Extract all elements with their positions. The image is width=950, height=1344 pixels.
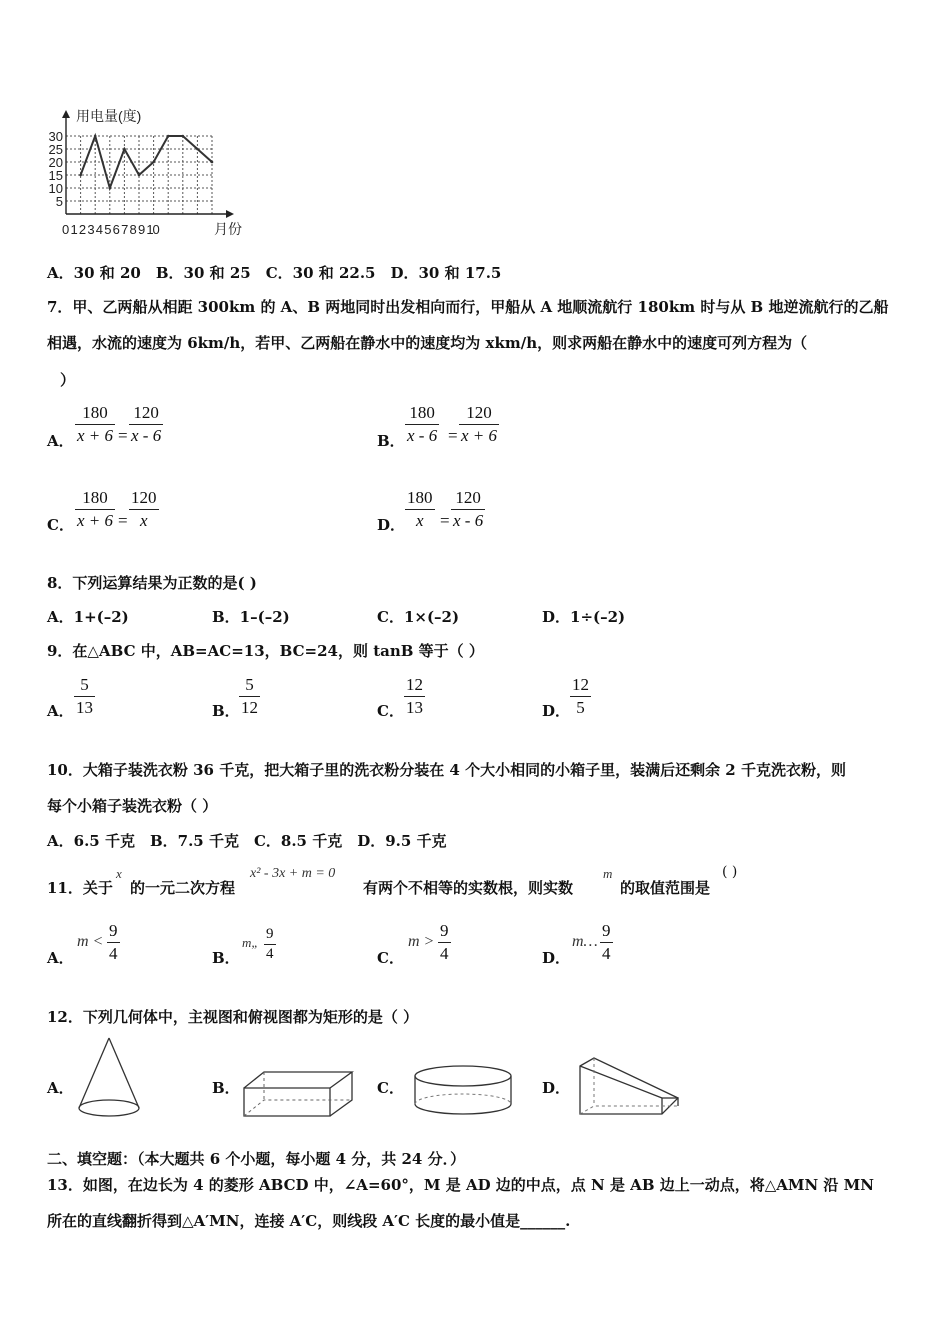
q7-c-equals: = [118, 511, 128, 530]
q9-a-frac: $\frac{5}{13}$ [76, 675, 93, 717]
q12-option-d-label[interactable]: D． [542, 1079, 571, 1097]
q11-stem-part3: 有两个不相等的实数根，则实数 [363, 879, 574, 897]
q12-option-c-label[interactable]: C． [377, 1079, 404, 1097]
q11-c-op: m > [408, 933, 435, 950]
q11-stem-part1: 11．关于 [47, 879, 113, 897]
chart-y-arrow [62, 110, 70, 118]
cylinder-figure [408, 1062, 518, 1122]
section2-title: 二、填空题：（本大题共 6 个小题，每小题 4 分，共 24 分．） [47, 1150, 466, 1168]
electricity-line-chart [40, 104, 260, 240]
q11-a-frac: $\frac{9}{4}$ [109, 921, 118, 963]
q12-option-a-label[interactable]: A． [47, 1079, 74, 1097]
q7-option-b-label[interactable]: B． [377, 432, 405, 450]
q11-a-op: m < [77, 933, 104, 950]
q11-var-x: x [116, 866, 122, 881]
q7-b-equals: = [448, 426, 458, 445]
q11-equation: x² - 3x + m = 0 [250, 866, 336, 881]
q7-b-frac1: $\frac{180}{x - 6}$ [407, 403, 438, 445]
q13-stem-line1: 13．如图，在边长为 4 的菱形 ABCD 中，∠A=60°，M 是 AD 边的中点，点 N 是 AB 边上一动点，将△AMN 沿 MN [47, 1176, 874, 1194]
q9-option-b-label[interactable]: B． [212, 702, 240, 720]
q11-option-b-label[interactable]: B． [212, 949, 240, 967]
q11-d-frac: $\frac{9}{4}$ [602, 921, 611, 963]
q13-stem-line2: 所在的直线翻折得到△A′MN，连接 A′C，则线段 A′C 长度的最小值是______. [47, 1212, 571, 1230]
q9-b-frac: $\frac{5}{12}$ [241, 675, 258, 717]
q11-option-d-label[interactable]: D． [542, 949, 571, 967]
q11-b-frac: $\frac{9}{4}$ [266, 926, 274, 962]
triangular-prism-figure [574, 1050, 684, 1122]
q7-d-frac2: $\frac{120}{x - 6}$ [453, 488, 484, 530]
q11-option-a-label[interactable]: A． [47, 949, 74, 967]
q7-stem-line2: 相遇，水流的速度为 6km/h，若甲、乙两船在静水中的速度均为 xkm/h，则求两船在静水中的速度可列方程为（ [47, 334, 808, 352]
q7-d-equals: = [440, 511, 450, 530]
q9-d-frac: $\frac{12}{5}$ [572, 675, 589, 717]
q8-option-a[interactable]: A．1+(–2) [47, 608, 129, 626]
q11-var-m: m [603, 866, 613, 881]
chart-y-tick-20: 20 [48, 155, 63, 170]
q11-option-c-label[interactable]: C． [377, 949, 404, 967]
q8-option-c[interactable]: C．1×(–2) [377, 608, 460, 626]
q10-stem-line2: 每个小箱子装洗衣粉（ ） [47, 797, 218, 815]
q11-stem-part4: 的取值范围是 [620, 879, 711, 897]
chart-y-tick-30: 30 [48, 129, 63, 144]
q11-c-frac: $\frac{9}{4}$ [440, 921, 449, 963]
chart-y-tick-labels [49, 129, 63, 209]
q8-option-b[interactable]: B．1–(–2) [212, 608, 290, 626]
q7-c-frac1: $\frac{180}{x + 6}$ [77, 488, 114, 530]
q7-stem-line3: ） [60, 371, 76, 389]
q7-option-d-label[interactable]: D． [377, 516, 406, 534]
q7-stem-line1: 7．甲、乙两船从相距 300km 的 A、B 两地同时出发相向而行，甲船从 A 地顺流航行 180km 时与从 B 地逆流航行的乙船 [47, 298, 889, 316]
q11-b-op: m„ [242, 935, 259, 950]
q11-stem-part2: 的一元二次方程 [130, 879, 236, 897]
q12-option-b-label[interactable]: B． [212, 1079, 240, 1097]
chart-y-tick-15: 15 [48, 168, 63, 183]
q10-stem-line1: 10．大箱子装洗衣粉 36 千克，把大箱子里的洗衣粉分装在 4 个大小相同的小箱子里，装满后还剩余 2 千克洗衣粉，则 [47, 761, 846, 779]
q7-a-frac1: $\frac{180}{x + 6}$ [77, 403, 114, 445]
cuboid-figure [238, 1068, 358, 1120]
q8-stem: 8．下列运算结果为正数的是( ) [47, 574, 257, 592]
q7-b-frac2: $\frac{120}{x + 6}$ [461, 403, 498, 445]
q11-d-op: m… [572, 933, 598, 950]
q7-d-frac1: $\frac{180}{x}$ [407, 488, 433, 530]
q7-a-frac2: $\frac{120}{x - 6}$ [131, 403, 162, 445]
chart-y-tick-5: 5 [55, 194, 63, 209]
q11-answer-paren: ( ) [722, 864, 738, 880]
chart-y-axis-label: 用电量(度) [76, 108, 142, 124]
chart-y-tick-25: 25 [48, 142, 63, 157]
q9-option-a-label[interactable]: A． [47, 702, 74, 720]
chart-x-tick-labels: 0 1 2 3 4 5 6 7 8 9 10 [62, 222, 159, 237]
q10-options: A．6.5 千克 B．7.5 千克 C．8.5 千克 D．9.5 千克 [47, 832, 447, 850]
q9-option-c-label[interactable]: C． [377, 702, 404, 720]
chart-y-tick-10: 10 [48, 181, 63, 196]
q8-option-d[interactable]: D．1÷(–2) [542, 608, 626, 626]
q12-stem: 12．下列几何体中，主视图和俯视图都为矩形的是（ ） [47, 1008, 419, 1026]
chart-x-arrow [226, 210, 234, 218]
q7-option-a-label[interactable]: A． [47, 432, 74, 450]
chart-x-axis-label: 月份 [214, 221, 242, 237]
q7-option-c-label[interactable]: C． [47, 516, 74, 534]
q9-c-frac: $\frac{12}{13}$ [406, 675, 423, 717]
cone-figure [74, 1034, 144, 1120]
q9-stem: 9．在△ABC 中，AB=AC=13，BC=24，则 tanB 等于（ ） [47, 642, 484, 660]
q7-c-frac2: $\frac{120}{x}$ [131, 488, 157, 530]
q6-options: A．30 和 20 B．30 和 25 C．30 和 22.5 D．30 和 17.5 [47, 264, 502, 282]
q7-a-equals: = [118, 426, 128, 445]
chart-axes [62, 110, 234, 218]
q9-option-d-label[interactable]: D． [542, 702, 571, 720]
